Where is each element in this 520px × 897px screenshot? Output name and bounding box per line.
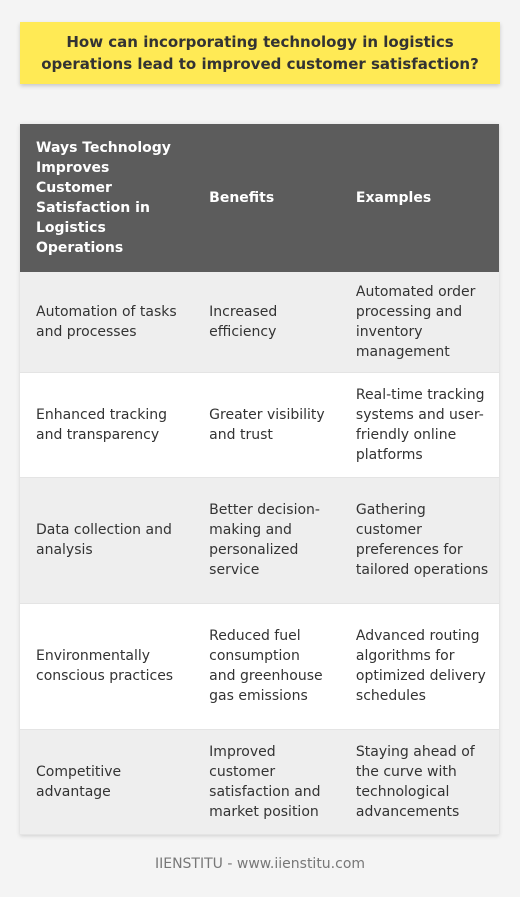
cell-benefit: Greater visibility and trust bbox=[193, 372, 340, 477]
table-row bbox=[20, 603, 499, 729]
table-row bbox=[20, 372, 499, 477]
column-header-benefits: Benefits bbox=[193, 124, 340, 272]
cell-example: Gathering customer preferences for tailored operations bbox=[340, 477, 499, 603]
benefits-table bbox=[20, 124, 499, 835]
table-header-row bbox=[20, 124, 499, 272]
cell-benefit: Reduced fuel consumption and greenhouse gas emissions bbox=[193, 603, 340, 729]
cell-example: Advanced routing algorithms for optimized delivery schedules bbox=[340, 603, 499, 729]
table-row bbox=[20, 272, 499, 372]
cell-example: Staying ahead of the curve with technological advancements bbox=[340, 729, 499, 834]
cell-example: Real-time tracking systems and user-friendly online platforms bbox=[340, 372, 499, 477]
cell-way: Competitive advantage bbox=[20, 729, 193, 834]
cell-way: Environmentally conscious practices bbox=[20, 603, 193, 729]
cell-way: Data collection and analysis bbox=[20, 477, 193, 603]
cell-way: Automation of tasks and processes bbox=[20, 272, 193, 372]
column-header-ways: Ways Technology Improves Customer Satisfaction in Logistics Operations bbox=[20, 124, 193, 272]
cell-benefit: Better decision-making and personalized service bbox=[193, 477, 340, 603]
cell-benefit: Increased efficiency bbox=[193, 272, 340, 372]
cell-benefit: Improved customer satisfaction and market position bbox=[193, 729, 340, 834]
page-title: How can incorporating technology in logistics operations lead to improved customer satisfaction? bbox=[20, 22, 500, 84]
cell-example: Automated order processing and inventory management bbox=[340, 272, 499, 372]
footer-credit: IIENSTITU - www.iienstitu.com bbox=[154, 856, 366, 872]
column-header-examples: Examples bbox=[340, 124, 499, 272]
cell-way: Enhanced tracking and transparency bbox=[20, 372, 193, 477]
table-row bbox=[20, 729, 499, 834]
table-row bbox=[20, 477, 499, 603]
